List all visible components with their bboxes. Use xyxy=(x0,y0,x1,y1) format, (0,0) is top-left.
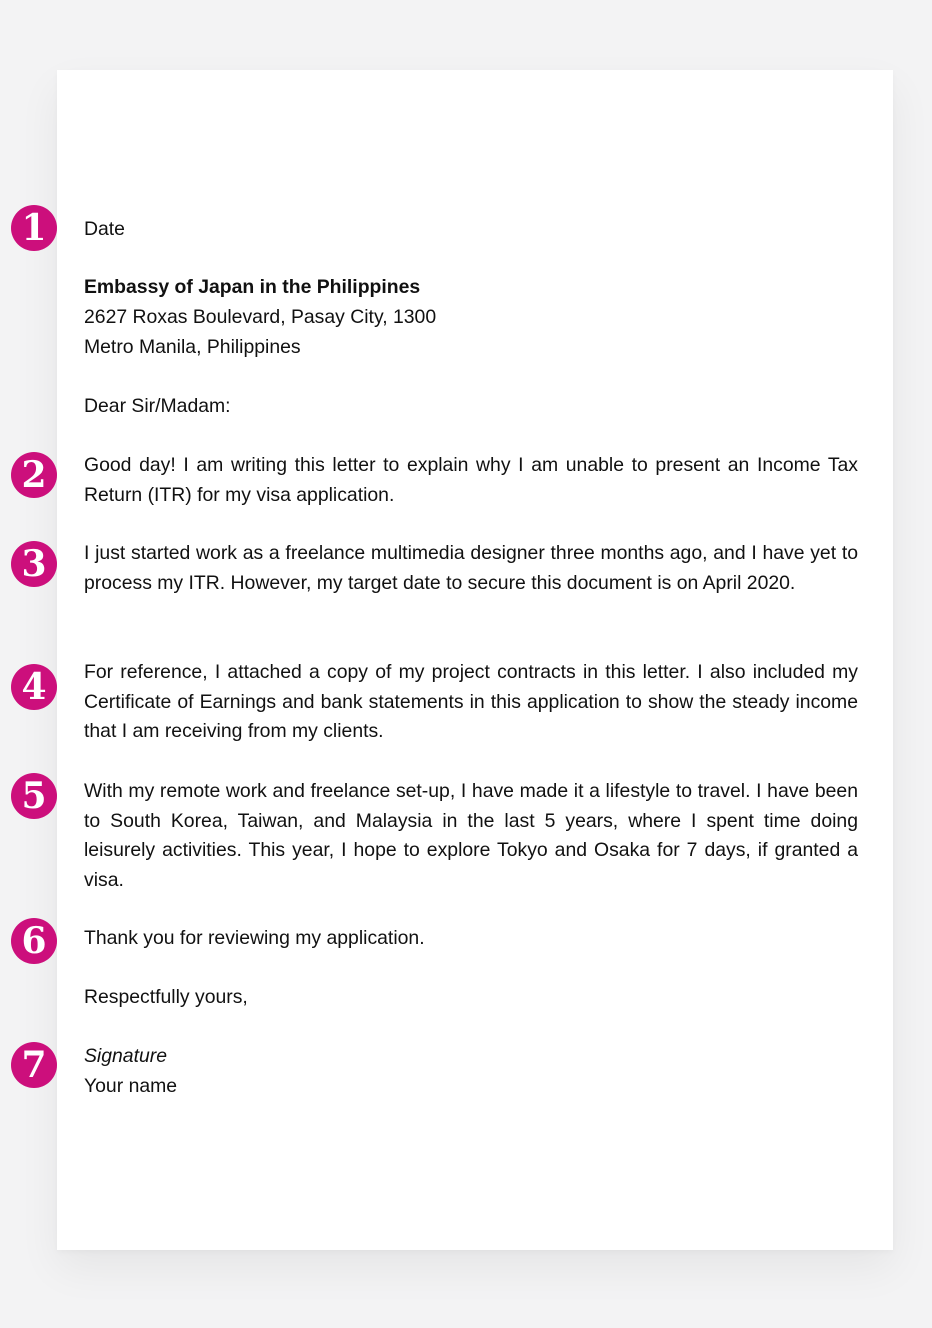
recipient-address-line-1: 2627 Roxas Boulevard, Pasay City, 1300 xyxy=(84,306,437,328)
sender-name: Your name xyxy=(84,1075,178,1097)
paragraph-reason: Good day! I am writing this letter to explain why I am unable to present an Income Tax Return (ITR) for my visa application. xyxy=(84,454,858,506)
step-marker-2: 2 xyxy=(11,452,57,498)
step-marker-4: 4 xyxy=(11,664,57,710)
thank-you-line: Thank you for reviewing my application. xyxy=(84,927,425,949)
closing: Respectfully yours, xyxy=(84,986,248,1008)
step-marker-7: 7 xyxy=(11,1042,57,1088)
step-marker-6: 6 xyxy=(11,918,57,964)
paragraph-travel-history: With my remote work and freelance set-up, I have made it a lifestyle to travel. I have been to South Korea, Taiwan, and Malaysia in the last 5 years, where I spent time doing leisurely activities. This year, I hope to explore Tokyo and Osaka for 7 days, if granted a visa. xyxy=(84,780,858,891)
salutation: Dear Sir/Madam: xyxy=(84,395,231,417)
step-marker-3: 3 xyxy=(11,541,57,587)
step-marker-1: 1 xyxy=(11,205,57,251)
signature-line: Signature xyxy=(84,1045,168,1067)
paragraph-employment: I just started work as a freelance multimedia designer three months ago, and I have yet to process my ITR. However, my target date to secure this document is on April 2020. xyxy=(84,542,858,594)
recipient-name: Embassy of Japan in the Philippines xyxy=(84,276,421,298)
recipient-address-line-2: Metro Manila, Philippines xyxy=(84,336,301,358)
paragraph-supporting-documents: For reference, I attached a copy of my project contracts in this letter. I also included my Certificate of Earnings and bank statements in this application to show the steady income that I am receiving from my clients. xyxy=(84,661,858,743)
letter-date: Date xyxy=(84,218,125,240)
step-marker-5: 5 xyxy=(11,773,57,819)
